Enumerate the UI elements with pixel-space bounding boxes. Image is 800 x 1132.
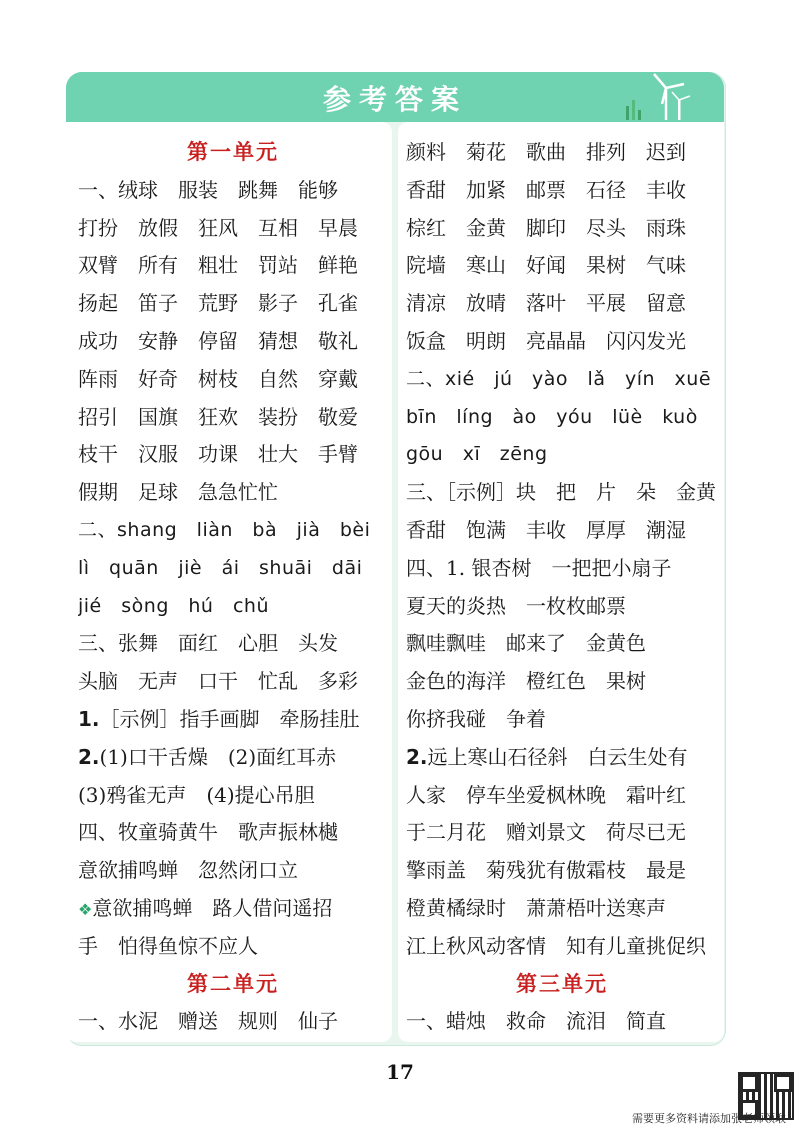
answer-line — [406, 247, 718, 285]
answer-text: 颜料 菊花 歌曲 排列 迟到 — [406, 140, 686, 164]
answer-line — [406, 210, 718, 248]
answer-text: 于二月花 赠刘景文 荷尽已无 — [406, 820, 686, 845]
answer-line — [406, 550, 718, 588]
answer-line — [406, 777, 718, 815]
answer-text: 飘哇飘哇 邮来了 金黄色 — [406, 631, 646, 656]
answer-text: gōu xī zēng — [406, 443, 548, 466]
answer-line — [406, 399, 718, 437]
answer-text: jié sòng hú chǔ — [78, 594, 269, 617]
answer-text: 手 怕得鱼惊不应人 — [78, 933, 258, 958]
answer-line — [78, 852, 388, 890]
windmill-icon — [618, 70, 698, 122]
answer-text: 香甜 饱满 丰收 厚厚 潮湿 — [406, 517, 686, 542]
answer-text: 扬起 笛子 荒野 影子 孔雀 — [78, 291, 358, 316]
answer-text: 饭盒 明朗 亮晶晶 闪闪发光 — [406, 328, 686, 353]
answer-text: (3)鸦雀无声 (4)提心吊胆 — [78, 782, 315, 807]
answer-line — [406, 474, 718, 512]
answer-line — [78, 550, 388, 588]
item-number: 1. — [78, 706, 100, 731]
answer-text: 院墙 寒山 好闻 果树 气味 — [406, 253, 686, 278]
answer-text: 金色的海洋 橙红色 果树 — [406, 669, 646, 694]
answer-text: 招引 国旗 狂欢 装扮 敬爱 — [78, 404, 358, 429]
answer-line — [406, 625, 718, 663]
answer-text: 第一单元 — [187, 140, 279, 164]
page-title: 参考答案 — [322, 83, 467, 116]
answer-line — [78, 1003, 388, 1041]
answer-line — [406, 512, 718, 550]
item-number: 2. — [406, 744, 428, 769]
answer-text: 一、绒球 服装 跳舞 能够 — [78, 177, 338, 202]
answer-line — [406, 436, 718, 474]
answer-text: 香甜 加紧 邮票 石径 丰收 — [406, 177, 686, 202]
answer-line — [406, 814, 718, 852]
answer-line — [406, 928, 718, 966]
unit-title — [78, 966, 388, 1004]
answer-text: 人家 停车坐爱枫林晚 霜叶红 — [406, 782, 686, 807]
answer-text: 你挤我碰 争着 — [406, 706, 546, 731]
answer-text: (1)口干舌燥 (2)面红耳赤 — [99, 744, 337, 769]
answer-line — [78, 172, 388, 210]
answer-text: 阵雨 好奇 树枝 自然 穿戴 — [78, 366, 358, 391]
answer-line — [78, 701, 388, 739]
item-number: 2. — [78, 744, 100, 769]
answer-line — [78, 739, 388, 777]
answer-line — [78, 512, 388, 550]
answer-text: 打扮 放假 狂风 互相 早晨 — [78, 215, 358, 240]
answer-line — [78, 625, 388, 663]
footer-note: 需要更多资料请添加张老师领取 — [632, 1112, 786, 1125]
answer-text: 双臂 所有 粗壮 罚站 鲜艳 — [78, 253, 358, 278]
answer-line — [406, 323, 718, 361]
left-answer-column — [78, 134, 388, 1041]
answer-line — [78, 890, 388, 928]
answer-text: 远上寒山石径斜 白云生处有 — [427, 744, 688, 769]
answer-text: 橙黄橘绿时 萧萧梧叶送寒声 — [406, 895, 666, 920]
answer-text: 二、xié jú yào lǎ yín xuē — [406, 367, 712, 390]
answer-line — [406, 285, 718, 323]
answer-line — [78, 285, 388, 323]
answer-line — [78, 399, 388, 437]
answer-text: 头脑 无声 口干 忙乱 多彩 — [78, 669, 358, 694]
answer-text: lì quān jiè ái shuāi dāi — [78, 556, 363, 579]
answer-text: 一、蜡烛 救命 流泪 简直 — [406, 1009, 666, 1034]
unit-title — [78, 134, 388, 172]
answer-text: 擎雨盖 菊残犹有傲霜枝 最是 — [406, 858, 686, 883]
answer-text: 清凉 放晴 落叶 平展 留意 — [406, 291, 686, 316]
answer-line — [406, 588, 718, 626]
answer-line — [78, 247, 388, 285]
answer-line — [406, 739, 718, 777]
answer-line — [78, 210, 388, 248]
unit-title — [406, 966, 718, 1004]
answer-line — [406, 1003, 718, 1041]
answer-text: 成功 安静 停留 猜想 敬礼 — [78, 328, 358, 353]
answer-text: 棕红 金黄 脚印 尽头 雨珠 — [406, 215, 686, 240]
answer-text: 假期 足球 急急忙忙 — [78, 480, 278, 505]
answer-line — [78, 663, 388, 701]
diamond-icon: ❖ — [78, 899, 93, 919]
answer-text: bīn líng ào yóu lüè kuò — [406, 405, 698, 428]
page-number: 17 — [386, 1060, 414, 1084]
answer-line — [78, 436, 388, 474]
answer-line — [78, 323, 388, 361]
answer-line — [406, 852, 718, 890]
answer-line — [78, 588, 388, 626]
answer-text: 意欲捕鸣蝉 路人借问遥招 — [92, 895, 333, 920]
answer-text: 意欲捕鸣蝉 忽然闭口立 — [78, 858, 298, 883]
answer-text: ［示例］指手画脚 牵肠挂肚 — [99, 706, 360, 731]
answer-line — [406, 361, 718, 399]
answer-line — [78, 474, 388, 512]
answer-text: 第二单元 — [187, 971, 279, 996]
answer-text: 四、1. 银杏树 一把把小扇子 — [406, 555, 672, 580]
answer-line — [406, 701, 718, 739]
answer-line — [406, 134, 718, 172]
answer-line — [406, 663, 718, 701]
answer-line — [406, 172, 718, 210]
right-answer-column — [406, 134, 718, 1041]
answer-text: 第三单元 — [516, 971, 608, 996]
answer-text: 枝干 汉服 功课 壮大 手臂 — [78, 442, 358, 467]
answer-text: 二、shang liàn bà jià bèi — [78, 518, 371, 541]
answer-line — [78, 777, 388, 815]
answer-text: 三、张舞 面红 心胆 头发 — [78, 631, 338, 656]
answer-text: 夏天的炎热 一枚枚邮票 — [406, 593, 626, 618]
answer-text: 江上秋风动客情 知有儿童挑促织 — [406, 933, 706, 958]
answer-text: 一、水泥 赠送 规则 仙子 — [78, 1009, 338, 1034]
answer-line — [78, 814, 388, 852]
answer-line — [78, 928, 388, 966]
answer-text: 三、［示例］块 把 片 朵 金黄 — [406, 480, 716, 505]
answer-text: 四、牧童骑黄牛 歌声振林樾 — [78, 820, 338, 845]
answer-line — [406, 890, 718, 928]
answer-line — [78, 361, 388, 399]
